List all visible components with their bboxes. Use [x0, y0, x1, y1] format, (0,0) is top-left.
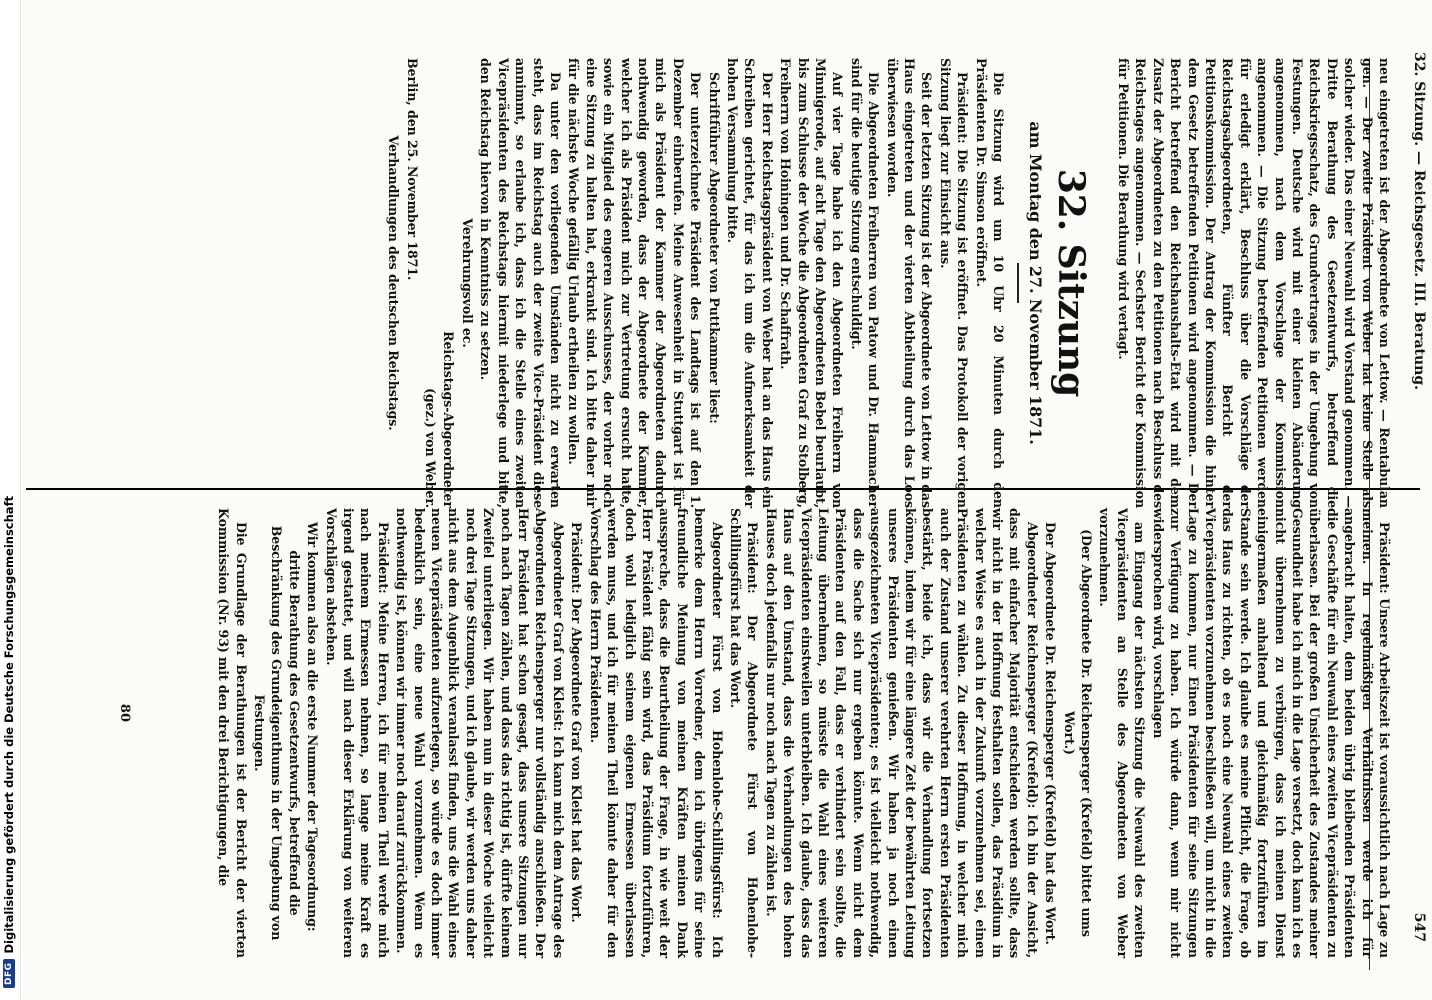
running-head [1403, 52, 1427, 942]
paragraph: Die Grundlage der Berathungen ist der Bericht der vierten Kommission (Nr. 93) mit den drei Berichtigungen, die [216, 508, 249, 958]
paragraph: Präsident: Meine Herren, ich für meinen Theil werde mich nach meinem Ermessen nehmen, so lange meine Kraft es irgend gestattet, und will nach dieser Erklärung von weiteren Vorschlägen abstehen. [323, 508, 391, 958]
paragraph: Schriftführer Abgeordneter von Puttkammer liest: [706, 72, 722, 424]
paragraph: Auf vier Tage habe ich den Abgeordneten Freiherrn von Minnigerode, auf acht Tage den Abgeordneten Bebel beurlaubt, bis zum Schlusse der Woche die Abgeordneten Graf zu Stolberg, Freiherrn von Hoiningen und Dr. Schaffrath. [778, 58, 846, 508]
session-title: 32. Sitzung [1050, 168, 1093, 398]
scanned-page [22, 0, 1432, 1000]
paragraph: Der Abgeordnete Dr. Reichensperger (Krefeld) hat das Wort. [1043, 522, 1059, 945]
paragraph: Seit der letzten Sitzung ist der Abgeordnete von Lettow in das Haus eingetreten und der vierten Abtheilung durch das Loos überwiesen worden. [884, 58, 935, 508]
paragraph: am Eingang der nächsten Sitzung die Neuwahl des zweiten Vicepräsidenten an Stelle des Abgeordneten von Weber vorzunehmen. [1097, 508, 1148, 958]
title-rule [1017, 263, 1019, 303]
paragraph: Abgeordneter Fürst von Hohenlohe-Schillingsfürst: Ich bemerke dem Herrn Vorredner, dem ich übrigens für seine freundliche Meinung von meinen Kräften meinen Dank ausspreche, dass die Beurtheilung der Frage, in wie weit der Herr Präsident fähig sein wird, das Präsidium fortzuführen, doch wohl lediglich seinem eigenen Ermessen überlassen werden muss, und ich für meinen Theil könnte daher für den Vorschlag des Herrn Präsidenten. [587, 508, 725, 958]
rotated-page-content [97, 22, 1427, 962]
running-head-title: 32. Sitzung. — Reichsgesetz. III. Beratung. [1411, 52, 1427, 391]
agenda-item: dritte Berathung des Gesetzentwurfs, betreffend die Beschränkung des Grundeigenthums in der Umgebung von Festungen. [252, 525, 302, 941]
paragraph: Präsident: Unsere Arbeitszeit ist voraussichtlich nach Lage zu meinen. In regelmäßigen Verhältnissen werde ich für angebracht halten, dem beiden übrig bleibenden Präsidenten die Geschäfte für ein Neuwahl eines zweiten Vicepräsidenten zu überlassen. Bei der großen Unsicherheit des Zustandes meiner Gesundheit habe ich mich in die Lage versetzt, doch kann ich es nicht übernehmen zu verbürgen, dass ich meinen Dienst einigermaßen anhaltend und gleichmäßig fortzuführen im Stande sein werde. Ich glaube es meine Pflicht, die Frage, ob das Haus zu richten, ob es noch eine Neuwahl eines zweiten Vicepräsidenten vorzunehmen beschließen will, um nicht in die Lage zu kommen, nur Einen Präsidenten für seine Sitzungen zur Verfügung zu haben. Ich würde dann, wenn mir nicht widersprochen wird, vorschlagen [1150, 508, 1392, 958]
letter-paragraph: Der unterzeichnete Präsident des Landtags ist auf den 1. Dezember einberufen. Meine Anwesenheit in Stuttgart ist für mich als Präsident der Kammer der Abgeordneten dadurch nothwendig geworden, dass der Abgeordnete der Kammer, welcher ich als Präsident mich zur Vertretung ersucht hatte, sowie ein Mitglied des engeren Ausschusses, der vorher noch eine Sitzung zu halten hat, erkrankt sind. Ich bitte daher mir für die nächste Woche gefällig Urlaub ertheilen zu wollen. [566, 58, 704, 508]
session-date: am Montag den 27. November 1871. [1026, 121, 1046, 445]
paragraph: Abgeordneter Reichensperger (Krefeld): Ich bin der Ansicht, dass mit einfacher Majorität entschieden werden sollte, dass wir nicht in der Hoffnung festhalten sollen, das Präsidium in welcher Weise es auch in der Zukunft vorzunehmen sei, einen Präsidenten zu wählen. Zu dieser Hoffnung, in welcher mich auch der Zustand unserer verehrten Herrn ersten Präsidenten bestärkt, beide ich, dass wir die Verhandlung fortsetzen können, indem wir für eine längere Zeit der bewährten Leitung unseres Präsidenten genießen. Wir haben ja noch einen ausgezeichneten Vicepräsidenten; es ist vielleicht nothwendig, dass die Sache sich nur ergeben könnte. Wenn nicht dem Präsidenten auf den Fall, dass er verhindert sein sollte, die Leitung übernehmen, so müsste die Wahl eines weiteren Vicepräsidenten einstweilen unterbleiben. Ich glaube, dass das Haus auf den Umstand, dass die Verhandlungen des hohen Hauses doch jedenfalls nur noch nach Tagen zu zählen ist. [763, 508, 1040, 958]
paragraph: Abgeordneter Graf von Kleist: Ich kann mich dem Antrage des Abgeordneten Reichensperger nur vollständig anschließen. Der Herr Präsident hat schon gesagt, dass unsere Sitzungen nur noch nach Tagen zählen, und dass das richtig ist, dürfte keinem Zweifel unterliegen. Wir haben nun in dieser Woche vielleicht noch drei Tage Sitzungen, und ich glaube, wir werden uns daher nicht aus dem Augenblick veranlasst finden, uns die Wahl eines neuen Vicepräsidenten aufzuerlegen, so würde es doch immer bedenklich sein, eine neue Wahl vorzunehmen. Wenn es nothwendig ist, können wir immer noch darauf zurückkommen. [394, 508, 566, 958]
letter-place-date: Berlin, den 25. November 1871. [404, 58, 420, 281]
letter-signature-title: Reichstags-Abgeordneter [441, 331, 457, 508]
paragraph: Wir kommen also an die erste Nummer der Tagesordnung: [305, 522, 321, 932]
scanner-sidebar [0, 0, 21, 1000]
publication-footer: Verhandlungen des deutschen Reichstags. [386, 135, 402, 431]
credit-text: Digitalisierung gefördert durch die Deutsche Forschungsgemeinschaft [2, 495, 16, 954]
opening-paragraph: Die Sitzung wird um 10 Uhr 20 Minuten durch den Präsidenten Dr. Simson eröffnet. [973, 58, 1007, 508]
paragraph: (Der Abgeordnete Dr. Reichensperger (Krefeld) bittet ums Wort.) [1061, 529, 1095, 937]
right-column [214, 508, 1393, 958]
session-summary: neu eingetreten ist der Abgeordnete von Lettow. — Rentabulan gen. — Der zweite Präsident von Weber hat keine Stelle als solcher wieder. Das einer Neuwahl wird Vorstand genommen. — Dritte Berathung des Gesetzentwurfs, betreffend die Reichskriegsschatz, des Grundvertrages in der Umgebung von Festungen. Deutsche wird mit einer kleinen Abänderung angenommen, nach dem Vorschlage der Kommission angenommen. — Die Sitzung betreffenden Petitionen werden für erledigt erklärt, Beschluss über die Vorschläge der Reichstagsabgeordneten, Fünfter Bericht der Petitionskommission. Der Antrag der Kommission die hinter dem Gesetz betreffenden Petitionen wird angenommen. — Der Bericht betreffend den Reichshaushalts-Etat wird mit dem Zusatz der Abgeordneten zu den Petitionen nach Beschluss des Reichstages angenommen. — Sechster Bericht der Kommission für Petitionen. Die Berathung wird vertagt. [1115, 58, 1392, 508]
dfg-logo: DFG [3, 959, 15, 988]
letter-signature-name: (gez.) von Weber. [423, 387, 439, 508]
paragraph: Der Herr Reichstagspräsident von Weber hat an das Haus ein Schreiben gerichtet, für das ich um die Aufmerksamkeit der hohen Versammlung bitte. [725, 58, 775, 508]
paragraph: Präsident: Der Abgeordnete Graf von Kleist hat das Wort. [569, 522, 585, 923]
letter-paragraph: Da unter den vorliegenden Umständen nicht zu erwarten steht, dass im Reichstag auch der zweite Vice-Präsident diese annimmt, so erlaube ich, dass ich die Stelle eines zweiten Vicepräsidenten des Reichstags hiermit niederlege und bitte, den Reichstag hiervon in Kenntniss zu setzen. [478, 58, 563, 508]
paragraph: Die Abgeordneten Freiherren von Patow und Dr. Hammacher sind für die heutige Sitzung entschuldigt. [848, 58, 882, 508]
paragraph: Präsident: Die Sitzung ist eröffnet. Das Protokoll der vorigen Sitzung liegt zur Einsicht aus. [937, 58, 971, 508]
left-column [384, 58, 1393, 508]
letter-closing: Verehrungsvoll ec. [459, 218, 475, 348]
digitization-credit [2, 496, 16, 988]
page-number: 547 [1411, 912, 1427, 942]
paragraph: Präsident: Der Abgeordnete Fürst von Hohenlohe-Schillingsfürst hat das Wort. [727, 508, 761, 958]
signature-number: 80 [117, 703, 132, 722]
